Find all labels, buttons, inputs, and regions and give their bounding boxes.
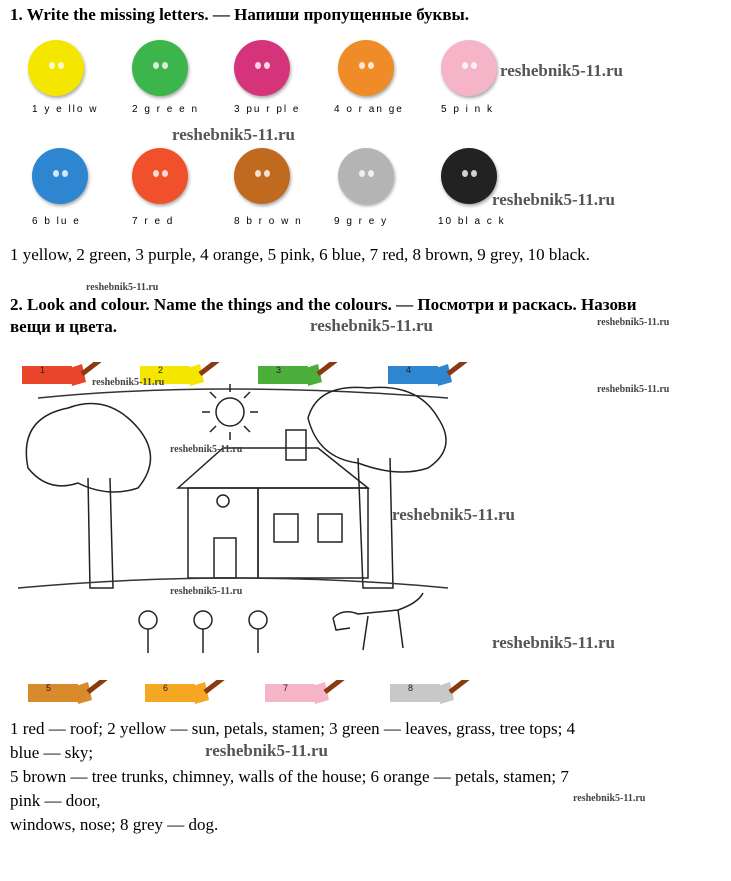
brush-number-5: 5	[46, 683, 52, 693]
watermark: reshebnik5-11.ru	[86, 282, 159, 293]
watermark: reshebnik5-11.ru	[170, 444, 243, 455]
task1-heading: 1. Write the missing letters. — Напиши пропущенные буквы.	[10, 5, 470, 24]
brush-number-8: 8	[408, 683, 414, 693]
paintbrush-8	[390, 680, 442, 700]
button-label-5: 5 p i n k	[441, 104, 495, 115]
button-brown	[234, 148, 290, 204]
button-yellow	[28, 40, 84, 96]
watermark: reshebnik5-11.ru	[573, 793, 646, 804]
button-label-1: 1 y e llo w	[32, 104, 99, 115]
button-purple	[234, 40, 290, 96]
button-label-10: 10 bl a c k	[438, 216, 506, 227]
task2-answer	[10, 717, 725, 837]
button-label-2: 2 g r e e n	[132, 104, 200, 115]
button-label-6: 6 b lu e	[32, 216, 81, 227]
button-green	[132, 40, 188, 96]
watermark: reshebnik5-11.ru	[92, 377, 165, 388]
button-label-4: 4 o r an ge	[334, 104, 404, 115]
sun	[216, 398, 244, 426]
watermark: reshebnik5-11.ru	[310, 316, 433, 335]
answer-line-4: pink — door,	[10, 791, 101, 810]
button-label-9: 9 g r e y	[334, 216, 389, 227]
flowers	[139, 611, 267, 653]
button-label-7: 7 r e d	[132, 216, 175, 227]
house-wall-left	[188, 488, 258, 578]
answer-line-1: 1 red — roof; 2 yellow — sun, petals, stamen; 3 green — leaves, grass, tree tops; 4	[10, 719, 576, 738]
watermark: reshebnik5-11.ru	[500, 61, 623, 80]
door	[214, 538, 236, 578]
watermark: reshebnik5-11.ru	[492, 633, 615, 652]
brush-number-2: 2	[158, 365, 164, 375]
window-left	[274, 514, 298, 542]
coloring-picture	[18, 378, 458, 678]
button-blue	[32, 148, 88, 204]
answer-line-2: blue — sky;	[10, 743, 94, 762]
watermark: reshebnik5-11.ru	[170, 586, 243, 597]
left-tree-trunk	[88, 478, 113, 588]
button-black	[441, 148, 497, 204]
button-grey	[338, 148, 394, 204]
paintbrush-7	[265, 680, 317, 700]
brush-number-4: 4	[406, 365, 412, 375]
button-pink	[441, 40, 497, 96]
answer-line-3: 5 brown — tree trunks, chimney, walls of the house; 6 orange — petals, stamen; 7	[10, 767, 569, 786]
button-label-8: 8 b r o w n	[234, 216, 303, 227]
watermark: reshebnik5-11.ru	[597, 384, 670, 395]
window-right	[318, 514, 342, 542]
brush-number-7: 7	[283, 683, 289, 693]
brush-number-3: 3	[276, 365, 282, 375]
watermark: reshebnik5-11.ru	[205, 741, 328, 760]
chimney	[286, 430, 306, 460]
watermark: reshebnik5-11.ru	[392, 505, 515, 524]
paintbrush-5	[28, 680, 80, 700]
task2-heading: 2. Look and colour. Name the things and the colours. — Посмотри и раскась. Назови вещи и цвета.	[10, 295, 637, 336]
task1-answer: 1 yellow, 2 green, 3 purple, 4 orange, 5 pink, 6 blue, 7 red, 8 brown, 9 grey, 10 black.	[10, 245, 590, 264]
watermark: reshebnik5-11.ru	[172, 125, 295, 144]
button-label-3: 3 pu r pl e	[234, 104, 301, 115]
brush-number-1: 1	[40, 365, 46, 375]
button-red	[132, 148, 188, 204]
right-tree-trunk	[358, 458, 393, 588]
watermark: reshebnik5-11.ru	[492, 190, 615, 209]
paintbrush-6	[145, 680, 197, 700]
dog	[333, 593, 423, 650]
button-orange	[338, 40, 394, 96]
right-tree-top	[308, 387, 446, 472]
watermark: reshebnik5-11.ru	[597, 317, 670, 328]
round-window	[217, 495, 229, 507]
answer-line-5: windows, nose; 8 grey — dog.	[10, 815, 219, 834]
brush-number-6: 6	[163, 683, 169, 693]
